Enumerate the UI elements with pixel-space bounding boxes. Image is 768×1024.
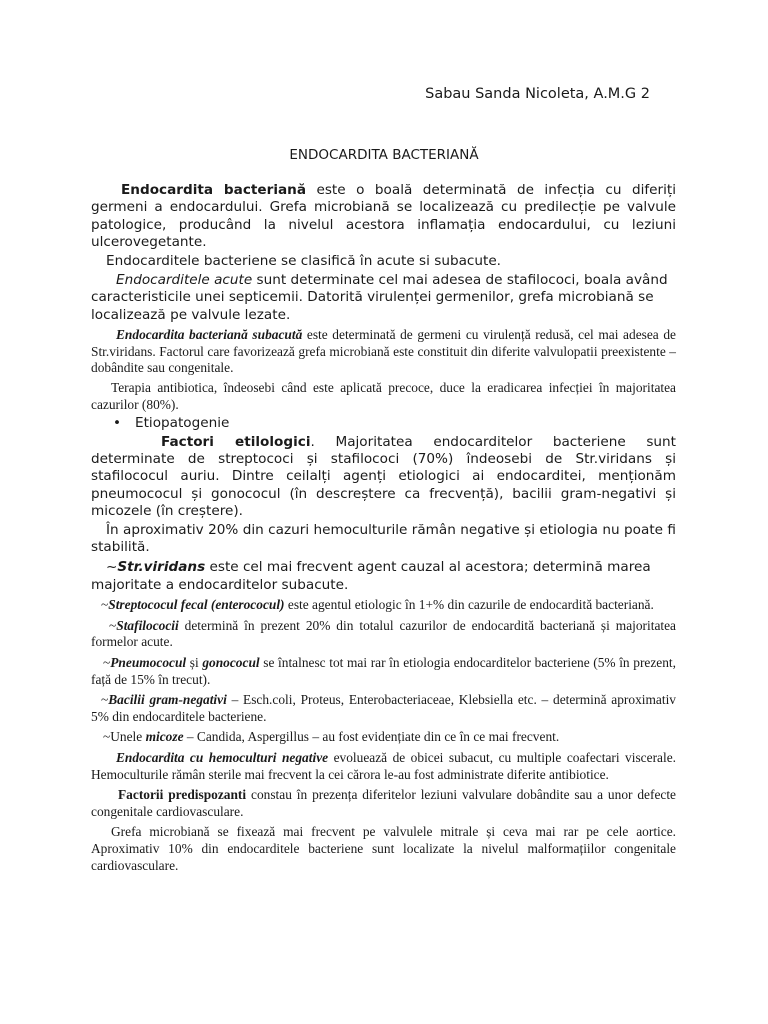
paragraph-negative-cultures — [91, 522, 676, 557]
paragraph-text: determină în prezent 20% din totalul cazurilor de endocardită bacteriană și majoritatea formelor acute. — [91, 617, 676, 650]
paragraph-therapy — [91, 380, 676, 413]
paragraph-text: este o boală determinată de infecția cu diferiți germeni a endocardului. Grefa microbiană se localizează cu predilecție pe valvule patologice, producând la nivelul acestora inflamația endocardului, cu leziuni ulcerovegetante. — [91, 182, 676, 251]
document-title: ENDOCARDITA BACTERIANĂ — [289, 147, 479, 163]
conjunction: și — [186, 655, 203, 671]
section-heading: Etiopatogenie — [135, 415, 230, 432]
tilde-prefix: ~ — [101, 692, 109, 708]
paragraph-factors — [91, 434, 676, 521]
tilde-prefix: ~ — [109, 617, 117, 633]
term-micoze: micoze — [145, 729, 184, 745]
paragraph-text: În aproximativ 20% din cazuri hemoculturile rămân negative și etiologia nu poate fi stabilită. — [91, 521, 676, 556]
term-factorii-predispozanti: Factorii predispozanti — [118, 787, 247, 803]
paragraph-str-viridans — [91, 559, 676, 594]
paragraph-text: Grefa microbiană se fixează mai frecvent pe valvulele mitrale și ceva mai rar pe cele aortice. Aproximativ 10% din endocarditele bacteriene sunt localizate la nivelul malformațiilor congenitale cardiovasculare. — [91, 824, 676, 873]
paragraph-text: este determinată de germeni cu virulență redusă, cel mai adesea de Str.viridans. Factorul care favorizează grefa microbiană este constituit din diferite valvulopatii preexistente – dobândite sau congenitale. — [91, 327, 676, 376]
tilde-prefix: ~ — [101, 597, 109, 613]
paragraph-text: Terapia antibiotica, îndeosebi când este aplicată precoce, duce la eradicarea infecției în majoritatea cazurilor (80%). — [91, 380, 676, 412]
paragraph-pneumococ — [91, 655, 676, 688]
paragraph-text: . Majoritatea endocarditelor bacteriene sunt determinate de streptococi și stafilococi (70%) îndeosebi de Str.viridans și stafilococul auriu. Dintre ceilalți agenți etiologici ai endocarditei, menționăm pneumococul și gonococul (în descreștere ca frecvență), bacilii gram-negativi și micozele (în creștere). — [91, 433, 676, 520]
tilde-prefix: ~Unele — [103, 729, 146, 745]
term-stafilococii: Stafilococii — [116, 617, 179, 633]
document-body — [91, 182, 676, 874]
term-factori-etilologici: Factori etilologici — [161, 433, 311, 450]
term-gonococul: gonococul — [202, 655, 260, 671]
paragraph-micoze — [91, 729, 676, 746]
paragraph-enterococ — [91, 597, 676, 614]
paragraph-text: este cel mai frecvent agent cauzal al acestora; determină marea majoritate a endocarditelor subacute. — [91, 559, 651, 593]
paragraph-stafilococii — [91, 618, 676, 651]
term-endocarditele-acute: Endocarditele acute — [116, 272, 253, 289]
term-hemoculturi-negative: Endocardita cu hemoculturi negative — [116, 750, 329, 766]
paragraph-text: se întalnesc tot mai rar în etiologia endocarditelor bacteriene (5% în prezent, față de 15% în trecut). — [91, 655, 676, 687]
term-str-viridans: Str.viridans — [117, 559, 206, 576]
paragraph-grefa — [91, 824, 676, 874]
term-streptococul-fecal: Streptococul fecal (enterococul) — [108, 597, 285, 613]
author-line: Sabau Sanda Nicoleta, A.M.G 2 — [425, 86, 650, 102]
paragraph-classification — [91, 253, 676, 270]
paragraph-text: sunt determinate cel mai adesea de stafilococi, boala având caracteristicile unei septicemii. Datorită virulenței germenilor, grefa microbiană se localizează pe valvule lezate. — [91, 272, 668, 323]
paragraph-text: este agentul etiologic în 1+% din cazurile de endocardită bacteriană. — [284, 597, 654, 613]
paragraph-text: constau în prezența diferitelor leziuni valvulare dobândite sau a unor defecte congenitale cardiovasculare. — [91, 787, 676, 819]
paragraph-text: – Esch.coli, Proteus, Enterobacteriaceae, Klebsiella etc. – determină aproximativ 5% din endocarditele bacteriene. — [91, 692, 676, 724]
paragraph-definition — [91, 182, 676, 252]
paragraph-text: evoluează de obicei subacut, cu multiple coafectari viscerale. Hemoculturile rămân sterile mai frecvent la cei cărora le-au fost administrate diferite antibiotice. — [91, 750, 676, 782]
term-bacilii-gram-negativi: Bacilii gram-negativi — [108, 692, 227, 708]
term-endocardita-bacteriana: Endocardita bacteriană — [121, 182, 306, 198]
tilde-prefix: ~ — [106, 559, 118, 576]
term-pneumococul: Pneumococul — [110, 655, 187, 671]
tilde-prefix: ~ — [103, 655, 111, 671]
paragraph-hemoculturi-negative — [91, 750, 676, 783]
bullet-icon: • — [113, 415, 122, 432]
paragraph-text: – Candida, Aspergillus – au fost evidențiate din ce în ce mai frecvent. — [183, 729, 560, 745]
paragraph-subacute — [91, 327, 676, 377]
paragraph-acute — [91, 272, 676, 324]
term-subacuta: Endocardita bacteriană subacută — [116, 327, 303, 343]
paragraph-text: Endocarditele bacteriene se clasifică în acute si subacute. — [106, 252, 502, 269]
paragraph-gram-negativi — [91, 692, 676, 725]
section-etiopatogenie — [91, 415, 676, 432]
paragraph-factori-predispozanti — [91, 787, 676, 820]
